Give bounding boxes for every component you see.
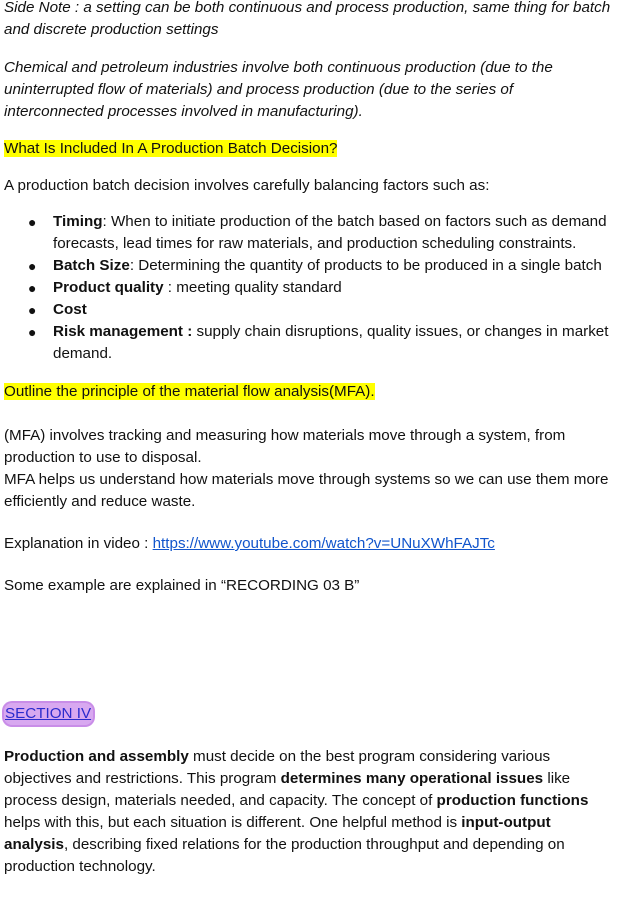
factor-sep: : [163,279,177,296]
text-run: , describing fixed relations for the production throughput and depending on production technology. [4,836,565,875]
question-heading-batch-text: What Is Included In A Production Batch Decision? [4,140,338,157]
side-note: Side Note : a setting can be both continuous and process production, same thing for batch and discrete production settings [4,0,611,38]
bullet-icon: ● [28,280,37,296]
section-heading [4,703,93,725]
list-item [4,255,616,277]
video-line [4,533,616,555]
list-item [4,277,616,299]
production-paragraph [4,746,616,878]
bullet-icon: ● [28,324,37,340]
question-heading-mfa-text: Outline the principle of the material flow analysis(MFA). [4,383,375,400]
factor-desc: meeting quality standard [176,279,342,296]
factor-sep: : [129,257,139,274]
batch-intro: A production batch decision involves carefully balancing factors such as: [4,177,490,194]
list-item [4,321,616,365]
document-page [4,0,616,878]
recording-note: Some example are explained in “RECORDING 03 B” [4,577,360,594]
factor-desc: Determining the quantity of products to be produced in a single batch [138,257,602,274]
question-heading-mfa [4,381,616,403]
bold-phrase: production functions [436,792,589,809]
bold-phrase: input-output analysis [4,814,551,853]
chemical-note: Chemical and petroleum industries involve both continuous production (due to the uninterrupted flow of materials) and process production (due to the series of interconnected processes involved in manufacturing). [4,59,553,120]
mfa-paragraph-2: MFA helps us understand how materials move through systems so we can use them more efficiently and reduce waste. [4,471,609,510]
factor-list [4,211,616,365]
list-item [4,299,616,321]
section-label[interactable]: SECTION IV [4,703,93,725]
factor-desc: When to initiate production of the batch based on factors such as demand forecasts, lead times for raw materials, and production scheduling constraints. [53,213,607,252]
bold-phrase: determines many operational issues [280,770,544,787]
factor-term: Product quality [53,279,164,296]
text-run: must decide on the best program considering various objectives and restrictions. This program [4,748,551,787]
mfa-paragraph-1: (MFA) involves tracking and measuring how materials move through a system, from production to use to disposal. [4,427,566,466]
factor-term: Batch Size [53,257,130,274]
video-link[interactable]: https://www.youtube.com/watch?v=UNuXWhFAJTc [152,535,495,552]
factor-term: Timing [53,213,103,230]
text-run: like process design, materials needed, and capacity. The concept of [4,770,571,809]
bold-phrase: Production and assembly [4,748,189,765]
bullet-icon: ● [28,258,37,274]
question-heading-batch [4,138,616,160]
factor-sep: : [102,213,111,230]
list-item [4,211,616,255]
factor-desc: supply chain disruptions, quality issues, or changes in market demand. [53,323,609,362]
bullet-icon: ● [28,302,37,318]
factor-term: Cost [53,301,87,318]
bullet-icon: ● [28,214,37,230]
video-label: Explanation in video : [4,535,153,552]
factor-term: Risk management : [53,323,193,340]
text-run: helps with this, but each situation is different. One helpful method is [4,814,462,831]
